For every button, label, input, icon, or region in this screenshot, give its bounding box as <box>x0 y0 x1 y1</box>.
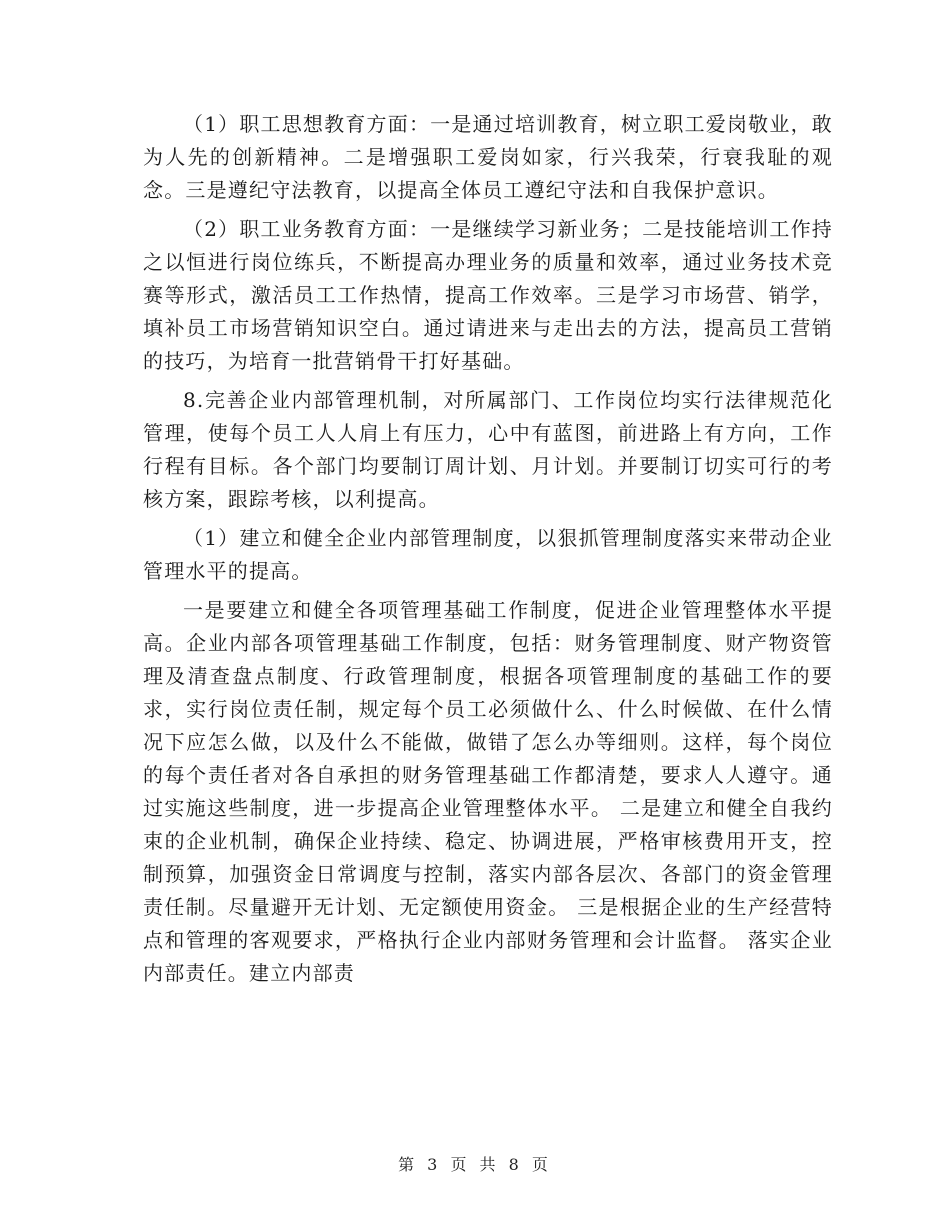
page-number-footer: 第 3 页 共 8 页 <box>398 1155 552 1174</box>
document-body <box>143 108 833 996</box>
paragraph-basic-work-system: 一是要建立和健全各项管理基础工作制度，促进企业管理整体水平提高。企业内部各项管理基础工作制度，包括：财务管理制度、财产物资管理及清查盘点制度、行政管理制度，根据各项管理制度的基础工作的要求，实行岗位责任制，规定每个员工必须做什么、什么时候做、在什么情况下应怎么做，以及什么不能做，做错了怎么办等细则。这样，每个岗位的每个责任者对各自承担的财务管理基础工作都清楚，要求人人遵守。通过实施这些制度，进一步提高企业管理整体水平。 二是建立和健全自我约束的企业机制，确保企业持续、稳定、协调进展，严格审核费用开支，控制预算，加强资金日常调度与控制，落实内部各层次、各部门的资金管理责任制。尽量避开无计划、无定额使用资金。 三是根据企业的生产经营特点和管理的客观要求，严格执行企业内部财务管理和会计监督。 落实企业内部责任。建立内部责 <box>143 598 833 985</box>
paragraph-management-mechanism: 8.完善企业内部管理机制，对所属部门、工作岗位均实行法律规范化管理，使每个员工人人肩上有压力，心中有蓝图，前进路上有方向，工作行程有目标。各个部门均要制订周计划、月计划。并要制订切实可行的考核方案，跟踪考核，以利提高。 <box>143 388 833 511</box>
paragraph-ideological-education: （1）职工思想教育方面：一是通过培训教育，树立职工爱岗敬业，敢为人先的创新精神。二是增强职工爱岗如家，行兴我荣，行衰我耻的观念。三是遵纪守法教育，以提高全体员工遵纪守法和自我保护意识。 <box>143 112 833 202</box>
paragraph-business-education: （2）职工业务教育方面：一是继续学习新业务；二是技能培训工作持之以恒进行岗位练兵，不断提高办理业务的质量和效率，通过业务技术竞赛等形式，激活员工工作热情，提高工作效率。三是学习市场营、销学，填补员工市场营销知识空白。通过请进来与走出去的方法，提高员工营销的技巧，为培育一批营销骨干打好基础。 <box>143 217 833 373</box>
paragraph-management-system: （1）建立和健全企业内部管理制度，以狠抓管理制度落实来带动企业管理水平的提高。 <box>143 526 833 583</box>
